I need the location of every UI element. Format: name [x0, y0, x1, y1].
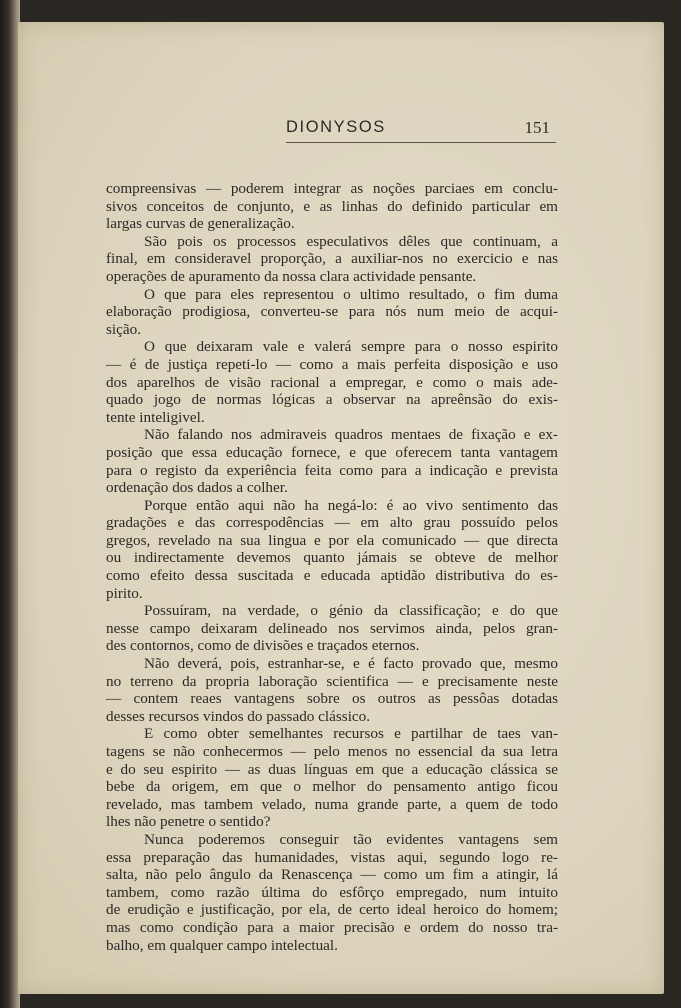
text-line: para o registo da experiência feita como para a indicação e prevista: [106, 461, 558, 479]
text-line: gregos, revelado na sua lingua e por ela comunicado — que directa: [106, 531, 558, 549]
text-line: — é de justiça repeti-lo — como a mais perfeita disposição e uso: [106, 355, 558, 373]
text-line: ordenação dos dados a colher.: [106, 479, 288, 497]
text-line: compreensivas — poderem integrar as noções parciaes em conclu-: [106, 180, 558, 197]
text-line: Não deverá, pois, estranhar-se, e é facto provado que, mesmo: [144, 655, 558, 673]
text-line: largas curvas de generalização.: [106, 215, 295, 233]
text-line: balho, em qualquer campo intelectual.: [106, 936, 338, 954]
text-line: bebe da origem, em que o melhor do pensamento antigo ficou: [106, 778, 558, 796]
text-line: essa preparação das humanidades, vistas aqui, segundo logo re-: [106, 848, 558, 866]
text-line: sição.: [106, 320, 142, 338]
text-line: sivos conceitos de conjunto, e as linhas do definido particular em: [106, 197, 558, 215]
body-text: [106, 180, 558, 954]
text-line: final, em consideravel proporção, a auxiliar-nos no exercicio e nas: [106, 250, 558, 268]
scan-edge: [0, 0, 20, 1008]
running-title: DIONYSOS: [286, 118, 386, 136]
header-rule: [286, 142, 556, 143]
text-line: pirito.: [106, 584, 143, 602]
text-line: mas como condição para a maior precisão e ordem do nosso tra-: [106, 918, 558, 936]
text-line: Possuíram, na verdade, o génio da classificação; e do que: [144, 602, 558, 620]
text-line: lhes não penetre o sentido?: [106, 813, 271, 831]
text-line: revelado, mas tambem velado, numa grande parte, a quem de todo: [106, 795, 558, 813]
text-line: Porque então aqui não ha negá-lo: é ao vivo sentimento das: [144, 496, 558, 514]
text-line: quado jogo de normas lógicas a observar na apreênsão do exis-: [106, 391, 558, 409]
text-line: des contornos, como de divisões e traçados eternos.: [106, 637, 420, 655]
text-line: Nunca poderemos conseguir tão evidentes vantagens sem: [144, 830, 558, 848]
text-line: Não falando nos admiraveis quadros mentaes de fixação e ex-: [144, 426, 558, 444]
text-line: e do seu espirito — as duas línguas em que a educação clássica se: [106, 760, 558, 778]
text-line: nesse campo deixaram delineado nos servimos ainda, pelos gran-: [106, 619, 558, 637]
text-line: tente inteligivel.: [106, 408, 205, 426]
text-line: O que para eles representou o ultimo resultado, o fim duma: [144, 285, 558, 303]
text-line: no terreno da propria laboração scientifica — e precisamente neste: [106, 672, 558, 690]
text-line: E como obter semelhantes recursos e partilhar de taes van-: [144, 725, 558, 743]
text-line: de erudição e justificação, por ela, de certo ideal heroico do homem;: [106, 901, 558, 919]
page-header: [106, 118, 556, 144]
text-line: O que deixaram vale e valerá sempre para o nosso espirito: [144, 338, 558, 356]
text-line: posição que essa educação fornece, e que oferecem tanta vantagem: [106, 443, 558, 461]
text-line: tagens se não conhecermos — pelo menos no essencial da sua letra: [106, 743, 558, 760]
text-line: salta, não pelo ângulo da Renascença — como um fim a atingir, lá: [106, 866, 558, 884]
text-line: ou indirectamente devemos quanto jámais se obteve de melhor: [106, 549, 558, 567]
text-line: tambem, como razão última do esfôrço empregado, num intuito: [106, 883, 558, 901]
text-line: desses recursos vindos do passado clássico.: [106, 707, 371, 725]
text-line: operações de apuramento da nossa clara actividade pensante.: [106, 267, 477, 285]
text-line: São pois os processos especulativos dêles que continuam, a: [144, 232, 558, 250]
page-number: 151: [524, 118, 550, 137]
text-line: — contem reaes vantagens sobre os outros as pessôas dotadas: [106, 690, 558, 708]
text-line: dos aparelhos de visão racional a empregar, e como o mais ade-: [106, 373, 558, 391]
text-line: gradações e das correspodências — em alto grau possuído pelos: [106, 514, 558, 532]
text-line: como efeito dessa suscitada e educada aptidão distributiva do es-: [106, 567, 558, 585]
text-line: elaboração prodigiosa, converteu-se para nós num meio de acqui-: [106, 303, 558, 321]
